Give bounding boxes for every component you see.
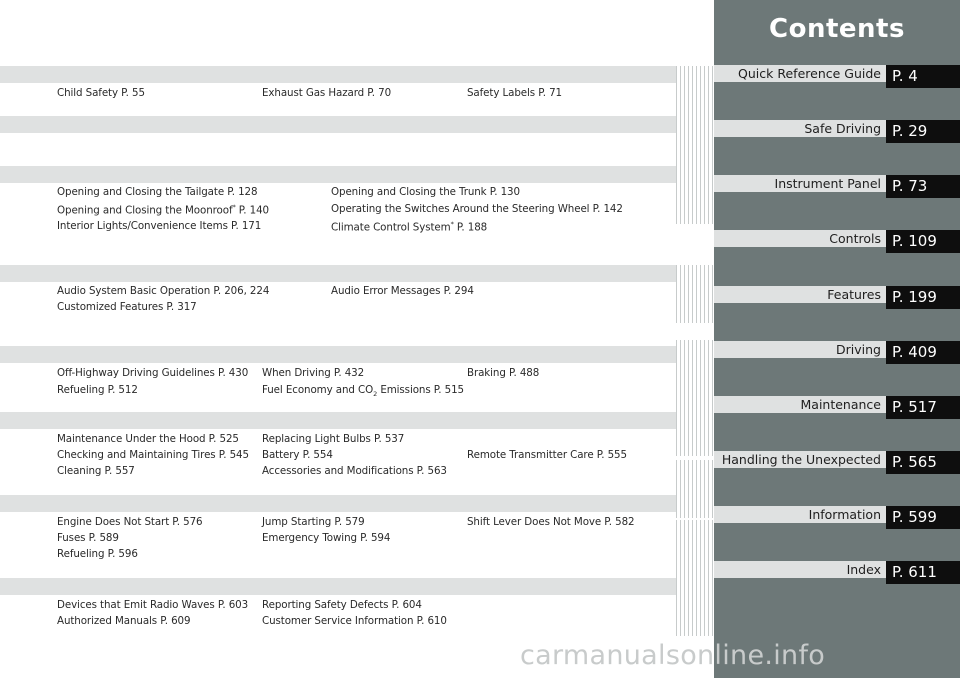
- link-tailgate[interactable]: Opening and Closing the Tailgate P. 128: [57, 186, 258, 198]
- chapter-page-box: [886, 65, 960, 88]
- chapter-tab-quick-reference[interactable]: [714, 65, 960, 88]
- watermark-text: carmanualsonline.info: [520, 640, 826, 671]
- chapter-label-box: [714, 65, 886, 82]
- chapter-page: P. 409: [892, 343, 937, 361]
- section-band-information: [0, 578, 676, 595]
- chapter-page-box: [886, 341, 960, 364]
- chapter-label-box: [714, 506, 886, 523]
- section-band-safe-driving: [0, 66, 676, 83]
- chapter-page: P. 4: [892, 67, 918, 85]
- chapter-label: Quick Reference Guide: [738, 66, 881, 81]
- link-battery[interactable]: Battery P. 554: [262, 449, 333, 461]
- chapter-page-box: [886, 120, 960, 143]
- chapter-page: P. 29: [892, 122, 928, 140]
- link-safety-defects[interactable]: Reporting Safety Defects P. 604: [262, 599, 422, 611]
- chapter-page-box: [886, 230, 960, 253]
- chapter-label-box: [714, 451, 886, 468]
- chapter-page-box: [886, 175, 960, 198]
- hatch-decoration: [676, 166, 714, 224]
- link-fuel-economy[interactable]: [262, 384, 464, 398]
- link-climate-label: Climate Control System: [331, 221, 451, 234]
- link-moonroof-label: Opening and Closing the Moonroof: [57, 204, 233, 217]
- link-when-driving[interactable]: When Driving P. 432: [262, 367, 365, 379]
- chapter-label-box: [714, 230, 886, 247]
- chapter-tab-instrument-panel[interactable]: [714, 175, 960, 198]
- link-climate-page: P. 188: [453, 221, 488, 234]
- link-accessories[interactable]: Accessories and Modifications P. 563: [262, 465, 447, 477]
- link-climate-control[interactable]: [331, 220, 487, 233]
- link-customized-features[interactable]: Customized Features P. 317: [57, 301, 197, 313]
- chapter-page-box: [886, 506, 960, 529]
- link-trunk[interactable]: Opening and Closing the Trunk P. 130: [331, 186, 520, 198]
- chapter-page: P. 517: [892, 398, 937, 416]
- hatch-decoration: [676, 460, 714, 518]
- chapter-label: Driving: [836, 342, 881, 357]
- chapter-tab-handling-unexpected[interactable]: [714, 451, 960, 474]
- link-off-highway[interactable]: Off-Highway Driving Guidelines P. 430: [57, 367, 249, 379]
- chapter-label-box: [714, 396, 886, 413]
- chapter-tab-maintenance[interactable]: [714, 396, 960, 419]
- link-moonroof[interactable]: [57, 203, 269, 216]
- chapter-page: P. 599: [892, 508, 937, 526]
- link-braking[interactable]: Braking P. 488: [467, 367, 540, 379]
- section-band-maintenance: [0, 412, 676, 429]
- chapter-label-box: [714, 175, 886, 192]
- link-refueling-unexpected[interactable]: Refueling P. 596: [57, 548, 138, 560]
- link-steering-switches[interactable]: Operating the Switches Around the Steering Wheel P. 142: [331, 203, 623, 215]
- chapter-tab-safe-driving[interactable]: [714, 120, 960, 143]
- chapter-page: P. 73: [892, 177, 928, 195]
- chapter-page-box: [886, 396, 960, 419]
- chapter-tab-driving[interactable]: [714, 341, 960, 364]
- link-refueling[interactable]: Refueling P. 512: [57, 384, 138, 396]
- chapter-label: Handling the Unexpected: [721, 452, 881, 467]
- chapter-label: Information: [808, 507, 881, 522]
- section-band-instrument-panel: [0, 116, 676, 133]
- chapter-label: Safe Driving: [804, 121, 881, 136]
- link-interior-lights[interactable]: Interior Lights/Convenience Items P. 171: [57, 220, 262, 232]
- link-moonroof-page: P. 140: [235, 204, 270, 217]
- link-child-safety[interactable]: Child Safety P. 55: [57, 87, 145, 99]
- asterisk-mark: *: [232, 203, 236, 211]
- link-radio-waves[interactable]: Devices that Emit Radio Waves P. 603: [57, 599, 249, 611]
- chapter-page-box: [886, 561, 960, 584]
- link-jump-starting[interactable]: Jump Starting P. 579: [262, 516, 365, 528]
- chapter-label: Features: [827, 287, 881, 302]
- link-cleaning[interactable]: Cleaning P. 557: [57, 465, 135, 477]
- chapter-page: P. 199: [892, 288, 937, 306]
- chapter-page: P. 611: [892, 563, 937, 581]
- chapter-label-box: [714, 341, 886, 358]
- chapter-page: P. 565: [892, 453, 937, 471]
- link-audio-basic[interactable]: Audio System Basic Operation P. 206, 224: [57, 285, 270, 297]
- link-remote-transmitter[interactable]: Remote Transmitter Care P. 555: [467, 449, 627, 461]
- chapter-label: Instrument Panel: [774, 176, 881, 191]
- page-title: Contents: [769, 14, 905, 44]
- chapter-tab-index[interactable]: [714, 561, 960, 584]
- chapter-page: P. 109: [892, 232, 937, 250]
- chapter-tab-information[interactable]: [714, 506, 960, 529]
- chapter-label-box: [714, 286, 886, 303]
- hatch-decoration: [676, 398, 714, 456]
- link-customer-service[interactable]: Customer Service Information P. 610: [262, 615, 447, 627]
- asterisk-mark: *: [450, 220, 454, 228]
- chapter-tab-controls[interactable]: [714, 230, 960, 253]
- hatch-decoration: [676, 340, 714, 398]
- link-fuses[interactable]: Fuses P. 589: [57, 532, 119, 544]
- link-under-hood[interactable]: Maintenance Under the Hood P. 525: [57, 433, 239, 445]
- link-audio-errors[interactable]: Audio Error Messages P. 294: [331, 285, 474, 297]
- chapter-label: Index: [846, 562, 881, 577]
- chapter-label-box: [714, 120, 886, 137]
- section-band-controls: [0, 166, 676, 183]
- chapter-label: Maintenance: [800, 397, 881, 412]
- hatch-decoration: [676, 265, 714, 323]
- link-fuel-economy-label: Fuel Economy and CO: [262, 384, 374, 396]
- link-light-bulbs[interactable]: Replacing Light Bulbs P. 537: [262, 433, 405, 445]
- hatch-decoration: [676, 520, 714, 578]
- link-authorized-manuals[interactable]: Authorized Manuals P. 609: [57, 615, 191, 627]
- link-tires[interactable]: Checking and Maintaining Tires P. 545: [57, 449, 249, 461]
- link-shift-lever[interactable]: Shift Lever Does Not Move P. 582: [467, 516, 635, 528]
- link-engine-not-start[interactable]: Engine Does Not Start P. 576: [57, 516, 203, 528]
- chapter-label: Controls: [829, 231, 881, 246]
- chapter-page-box: [886, 451, 960, 474]
- link-emergency-towing[interactable]: Emergency Towing P. 594: [262, 532, 391, 544]
- chapter-label-box: [714, 561, 886, 578]
- section-band-features: [0, 265, 676, 282]
- section-band-driving: [0, 346, 676, 363]
- section-band-unexpected: [0, 495, 676, 512]
- chapter-tab-features[interactable]: [714, 286, 960, 309]
- link-exhaust-gas-hazard[interactable]: Exhaust Gas Hazard P. 70: [262, 87, 392, 99]
- chapter-page-box: [886, 286, 960, 309]
- subscript-two: 2: [373, 390, 378, 399]
- link-safety-labels[interactable]: Safety Labels P. 71: [467, 87, 562, 99]
- link-fuel-economy-page: Emissions P. 515: [377, 384, 464, 396]
- hatch-decoration: [676, 578, 714, 636]
